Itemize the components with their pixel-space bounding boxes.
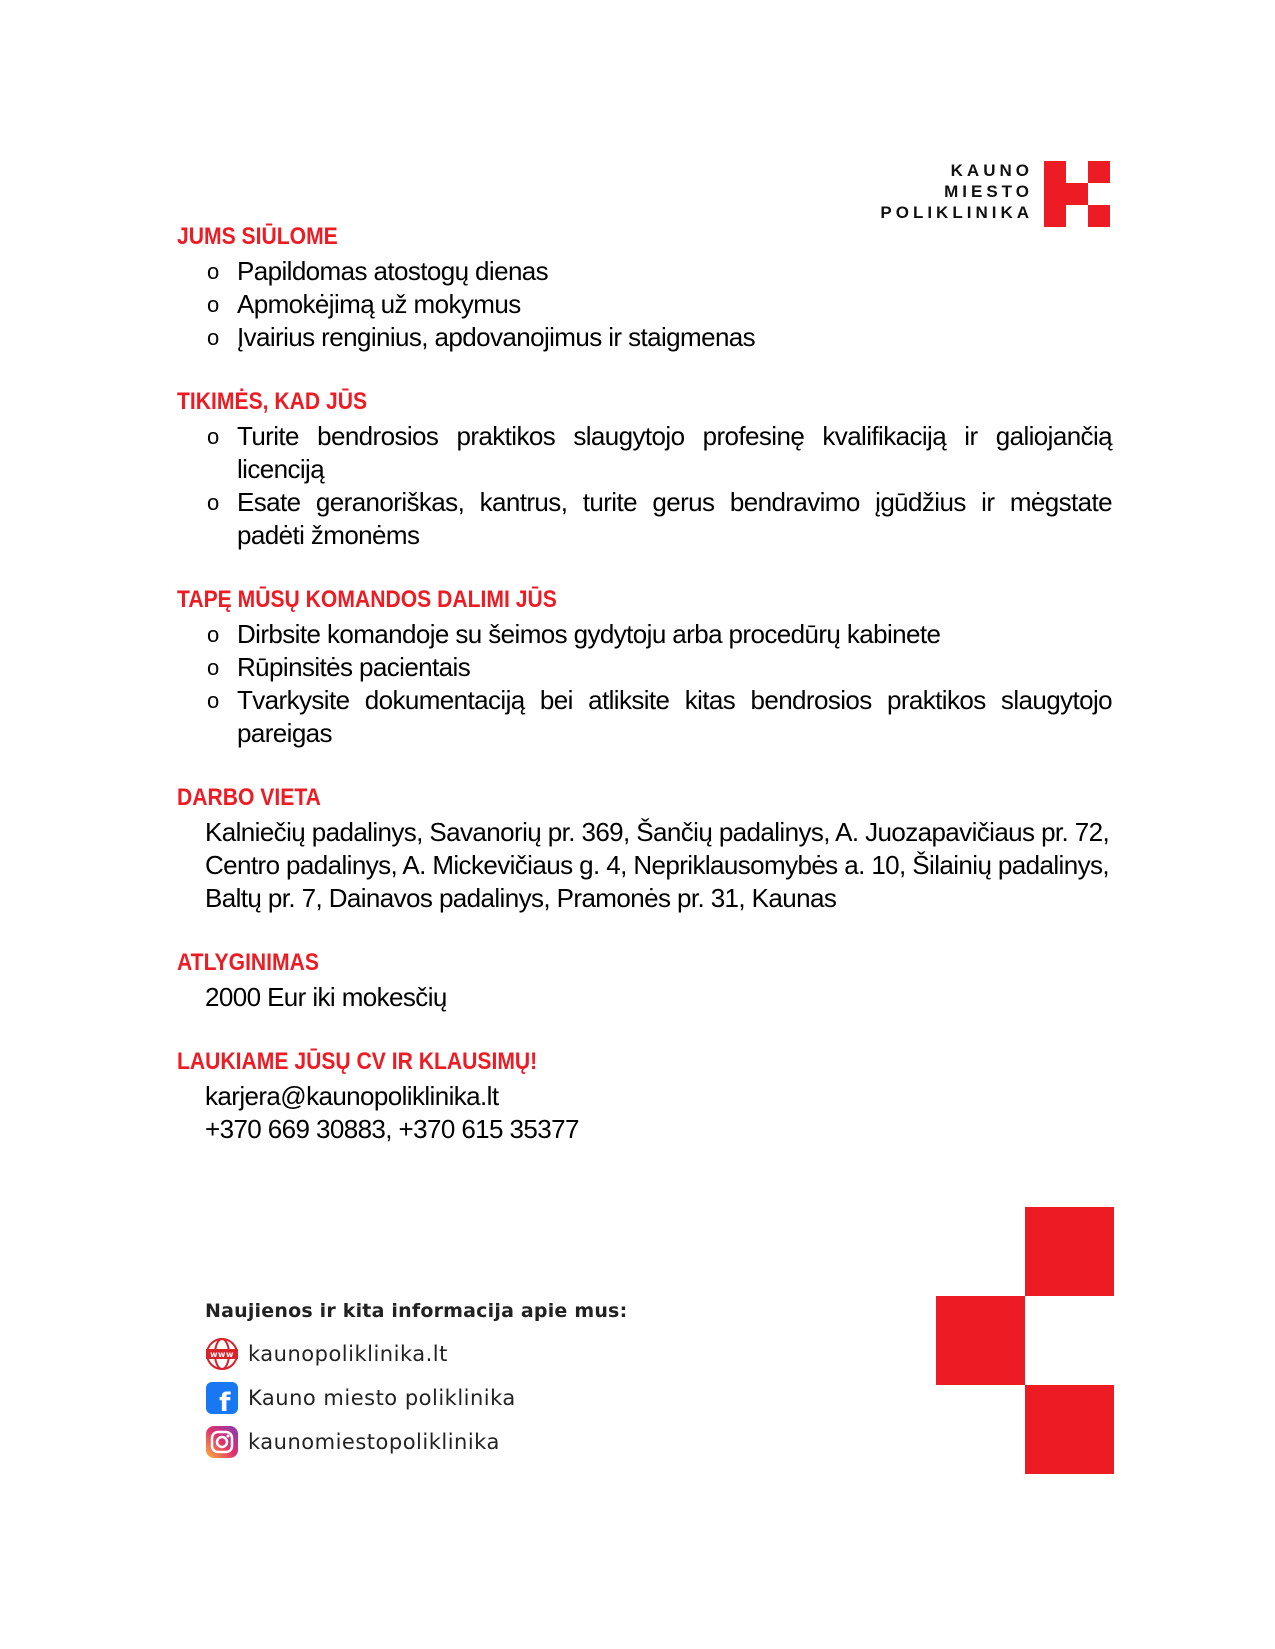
section-heading: JUMS SIŪLOME: [177, 223, 338, 250]
poliklinika-logo: [880, 160, 1110, 230]
logo-text: [880, 160, 1033, 223]
logo-line-1: KAUNO: [950, 161, 1033, 180]
contact-details: [205, 1080, 1112, 1146]
bullet-icon: o: [207, 688, 219, 713]
section-salary: [177, 948, 1112, 1014]
facebook-link[interactable]: [205, 1376, 627, 1420]
svg-text:www: www: [210, 1350, 234, 1359]
globe-www-icon: [205, 1337, 239, 1371]
section-heading: TIKIMĖS, KAD JŪS: [177, 388, 368, 415]
list-item: o Dirbsite komandoje su šeimos gydytoju arba procedūrų kabinete: [207, 619, 941, 649]
list-item: o Papildomas atostogų dienas: [207, 256, 549, 286]
social-links: [205, 1300, 627, 1464]
bullet-icon: o: [207, 622, 219, 647]
address-line: Kalniečių padalinys, Savanorių pr. 369, Šančių padalinys, A. Juozapavičiaus pr. 72,: [205, 817, 1110, 847]
section-expect: [177, 387, 1112, 552]
logo-line-3: POLIKLINIKA: [880, 203, 1033, 222]
list-item: o Esate geranoriškas, kantrus, turite gerus bendravimo įgūdžius ir mėgstate padėti žmonėms: [207, 487, 1112, 550]
website-link[interactable]: [205, 1332, 627, 1376]
bullet-icon: o: [207, 325, 219, 350]
website-text: kaunopoliklinika.lt: [248, 1342, 448, 1366]
section-offer: [177, 222, 1112, 354]
address-line: Baltų pr. 7, Dainavos padalinys, Pramonės pr. 31, Kaunas: [205, 883, 837, 913]
list-item: o Turite bendrosios praktikos slaugytojo profesinę kvalifikaciją ir galiojančią licenciją: [207, 421, 1112, 484]
section-heading: ATLYGINIMAS: [177, 949, 319, 976]
contact-phones: +370 669 30883, +370 615 35377: [205, 1114, 579, 1144]
instagram-link[interactable]: [205, 1420, 627, 1464]
section-contact: [177, 1047, 1112, 1146]
list-item: o Įvairius renginius, apdovanojimus ir staigmenas: [207, 322, 756, 352]
section-heading: LAUKIAME JŪSŲ CV IR KLAUSIMŲ!: [177, 1048, 538, 1075]
section-heading: TAPĘ MŪSŲ KOMANDOS DALIMI JŪS: [177, 586, 557, 613]
social-title: Naujienos ir kita informacija apie mus:: [205, 1300, 628, 1322]
bullet-icon: o: [207, 490, 219, 515]
job-ad-content: [177, 222, 1112, 1179]
bullet-icon: o: [207, 292, 219, 317]
address-line: Centro padalinys, A. Mickevičiaus g. 4, Nepriklausomybės a. 10, Šilainių padalinys,: [205, 850, 1110, 880]
list-item: o Rūpinsitės pacientais: [207, 652, 471, 682]
expect-list: [177, 420, 1112, 552]
list-item: o Apmokėjimą už mokymus: [207, 289, 521, 319]
duties-list: [177, 618, 1112, 750]
logo-line-2: MIESTO: [944, 182, 1033, 201]
contact-email[interactable]: karjera@kaunopoliklinika.lt: [205, 1081, 499, 1111]
facebook-icon: [205, 1381, 239, 1415]
section-duties: [177, 585, 1112, 750]
section-heading: DARBO VIETA: [177, 784, 321, 811]
bullet-icon: o: [207, 259, 219, 284]
section-workplace: [177, 783, 1112, 915]
salary-text: 2000 Eur iki mokesčių: [205, 982, 447, 1012]
list-item: o Tvarkysite dokumentaciją bei atliksite kitas bendrosios praktikos slaugytojo pareigas: [207, 685, 1112, 748]
instagram-icon: [205, 1425, 239, 1459]
facebook-text: Kauno miesto poliklinika: [248, 1386, 516, 1410]
offer-list: [177, 255, 1112, 354]
bullet-icon: o: [207, 655, 219, 680]
instagram-text: kaunomiestopoliklinika: [248, 1430, 500, 1454]
decorative-squares: [936, 1207, 1114, 1474]
svg-text:f: f: [219, 1388, 231, 1415]
workplace-addresses: [205, 816, 1112, 915]
logo-mark-icon: [1044, 161, 1110, 227]
bullet-icon: o: [207, 424, 219, 449]
